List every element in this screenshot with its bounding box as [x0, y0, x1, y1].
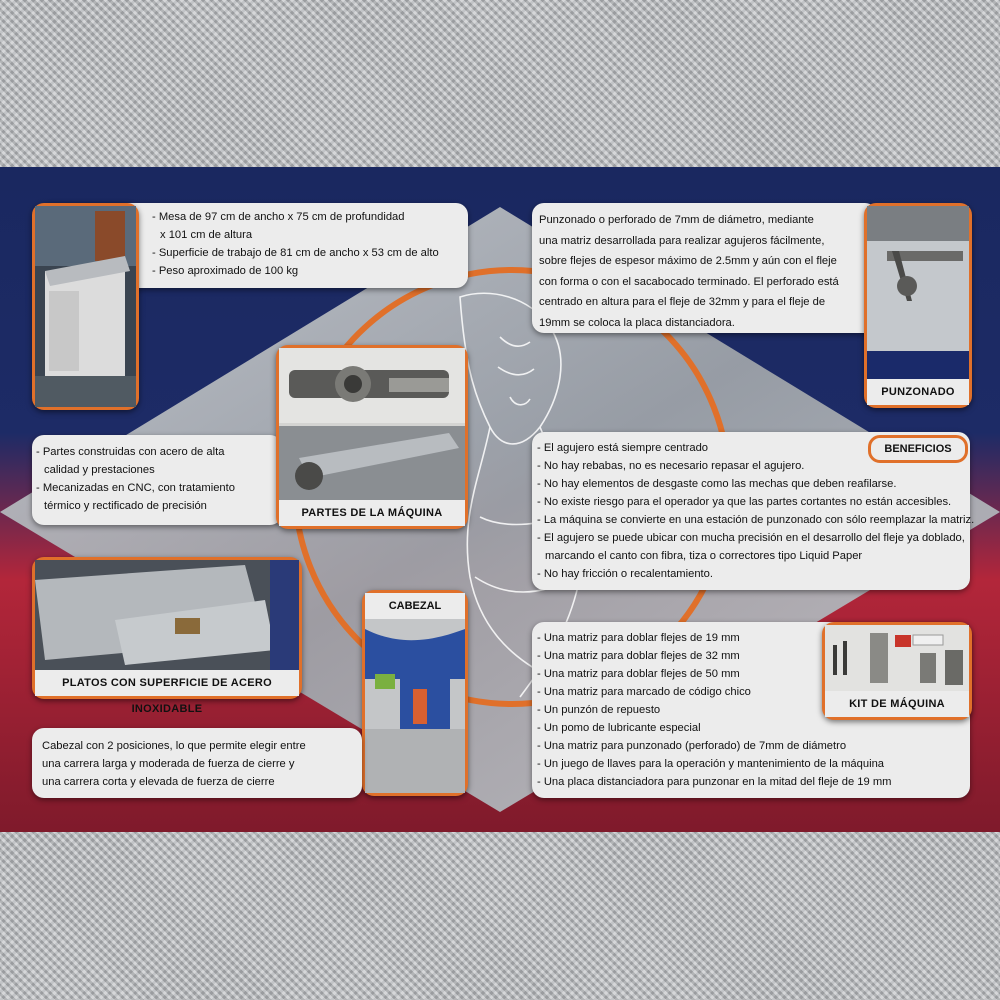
cabezal-photo-label: CABEZAL: [365, 593, 465, 619]
beneficios-line-8: - No hay fricción o recalentamiento.: [537, 568, 713, 580]
kit-line-3: - Una matriz para doblar flejes de 50 mm: [537, 668, 740, 680]
mesa-line-2: x 101 cm de altura: [160, 229, 253, 241]
mesa-line-3: - Superficie de trabajo de 81 cm de ancho x 53 cm de alto: [152, 247, 439, 259]
partes-line-4: térmico y rectificado de precisión: [44, 500, 207, 512]
beneficios-line-2: - No hay rebabas, no es necesario repasar el agujero.: [537, 460, 805, 472]
punzonado-line-4: con forma o con el sacabocado terminado. El perforado está: [539, 275, 839, 288]
machine-parts-image: [279, 348, 465, 500]
beneficios-line-3: - No hay elementos de desgaste como las mechas que deben reafilarse.: [537, 478, 897, 490]
kit-line-5: - Un punzón de repuesto: [537, 704, 661, 716]
platos-photo-label: PLATOS CON SUPERFICIE DE ACERO INOXIDABLE: [35, 670, 299, 696]
partes-text: [36, 443, 235, 515]
mesa-line-4: - Peso aproximado de 100 kg: [152, 265, 299, 277]
kit-photo: [822, 622, 972, 720]
punching-image: [867, 206, 969, 379]
machine-kit-image: [825, 625, 969, 691]
cabezal-line-2: una carrera larga y moderada de fuerza de cierre y: [42, 758, 295, 770]
punzonado-line-2: una matriz desarrollada para realizar agujeros fácilmente,: [539, 234, 825, 247]
punzonado-photo-label: PUNZONADO: [867, 379, 969, 405]
machine-table-image: [35, 206, 136, 407]
beneficios-line-4: - No existe riesgo para el operador ya que las partes cortantes no están accesibles.: [537, 496, 952, 508]
punzonado-photo: [864, 203, 972, 408]
kit-line-6: - Un pomo de lubricante especial: [537, 722, 701, 734]
cabezal-text: [42, 737, 306, 791]
beneficios-line-7: marcando el canto con fibra, tiza o correctores tipo Liquid Paper: [545, 550, 863, 562]
kit-photo-label: KIT DE MÁQUINA: [825, 691, 969, 717]
partes-photo: [276, 345, 468, 529]
punzonado-text: [539, 210, 839, 333]
punzonado-line-1: Punzonado o perforado de 7mm de diámetro, mediante: [539, 214, 814, 226]
beneficios-text: [537, 439, 974, 583]
partes-line-2: calidad y prestaciones: [44, 464, 155, 476]
mesa-line-1: - Mesa de 97 cm de ancho x 75 cm de profundidad: [152, 211, 405, 223]
partes-line-3: - Mecanizadas en CNC, con tratamiento: [36, 482, 235, 494]
machine-head-image: [365, 619, 465, 793]
cabezal-line-1: Cabezal con 2 posiciones, lo que permite elegir entre: [42, 740, 306, 752]
kit-line-7: - Una matriz para punzonado (perforado) de 7mm de diámetro: [537, 740, 847, 752]
beneficios-line-6: - El agujero se puede ubicar con mucha precisión en el desarrollo del fleje ya doblado,: [537, 532, 965, 544]
stainless-plates-image: [35, 560, 299, 670]
punzonado-line-5: centrado en altura para el fleje de 32mm y para el fleje de: [539, 296, 826, 308]
beneficios-line-1: - El agujero está siempre centrado: [537, 442, 709, 454]
punzonado-line-6: 19mm se coloca la placa distanciadora.: [539, 316, 735, 329]
partes-photo-label: PARTES DE LA MÁQUINA: [279, 500, 465, 526]
kit-line-1: - Una matriz para doblar flejes de 19 mm: [537, 632, 740, 644]
kit-line-4: - Una matriz para marcado de código chico: [537, 686, 751, 698]
platos-photo: [32, 557, 302, 715]
mesa-photo: [32, 203, 139, 410]
partes-line-1: - Partes construidas con acero de alta: [36, 446, 225, 458]
cabezal-line-3: una carrera corta y elevada de fuerza de cierre: [42, 776, 275, 788]
kit-line-2: - Una matriz para doblar flejes de 32 mm: [537, 650, 740, 662]
punzonado-line-3: sobre flejes de espesor máximo de 2.5mm y aún con el fleje: [539, 255, 837, 267]
kit-line-8: - Un juego de llaves para la operación y mantenimiento de la máquina: [537, 758, 885, 770]
mesa-specs-text: [152, 208, 439, 280]
beneficios-line-5: - La máquina se convierte en una estación de punzonado con sólo reemplazar la matriz.: [537, 514, 975, 526]
kit-line-9: - Una placa distanciadora para punzonar en la mitad del fleje de 19 mm: [537, 776, 892, 788]
cabezal-photo: [362, 590, 468, 796]
beneficios-title: BENEFICIOS: [868, 435, 968, 463]
